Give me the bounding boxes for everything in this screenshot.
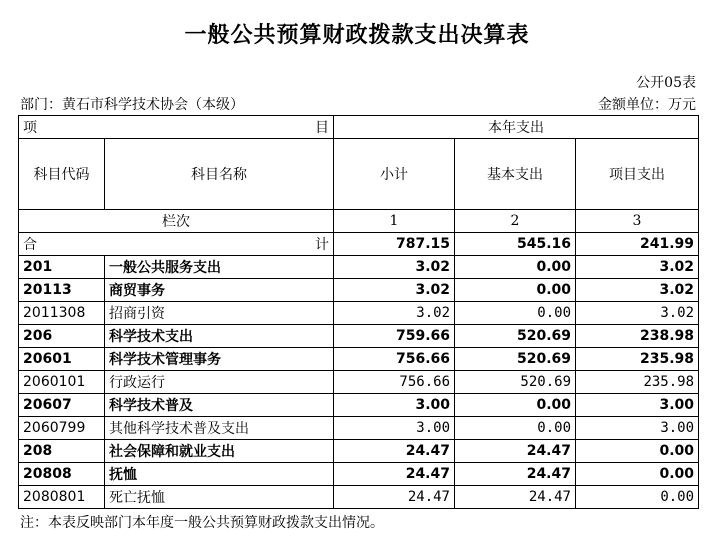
basic-value: 520.69 — [455, 348, 576, 371]
subtotal-value: 24.47 — [334, 440, 455, 463]
total-label-left: 合 — [23, 237, 37, 253]
project-value: 238.98 — [576, 325, 699, 348]
current-year-header: 本年支出 — [334, 116, 699, 139]
account-code: 206 — [19, 325, 105, 348]
account-name: 行政运行 — [105, 371, 334, 394]
project-value: 0.00 — [576, 486, 699, 509]
item-header-cell — [19, 116, 334, 139]
project-value: 0.00 — [576, 463, 699, 486]
basic-column-header: 基本支出 — [455, 139, 576, 210]
total-subtotal: 787.15 — [334, 233, 455, 256]
account-name: 科学技术普及 — [105, 394, 334, 417]
project-value: 3.02 — [576, 302, 699, 325]
total-label-cell — [19, 233, 334, 256]
unit-label: 金额单位：万元 — [598, 97, 696, 113]
account-name: 一般公共服务支出 — [105, 256, 334, 279]
table-row — [19, 440, 699, 463]
table-row — [19, 325, 699, 348]
basic-value: 24.47 — [455, 440, 576, 463]
basic-value: 520.69 — [455, 325, 576, 348]
table-row — [19, 371, 699, 394]
basic-value: 24.47 — [455, 486, 576, 509]
table-row — [19, 463, 699, 486]
project-value: 0.00 — [576, 440, 699, 463]
account-code: 20607 — [19, 394, 105, 417]
account-code: 20113 — [19, 279, 105, 302]
column-number-2: 2 — [455, 210, 576, 233]
subtotal-value: 3.02 — [334, 256, 455, 279]
table-row — [19, 279, 699, 302]
column-number-row — [19, 210, 699, 233]
form-number: 公开05表 — [636, 75, 696, 91]
subtotal-value: 24.47 — [334, 463, 455, 486]
table-row — [19, 256, 699, 279]
item-header-left: 项 — [23, 120, 37, 136]
table-row — [19, 348, 699, 371]
name-column-header: 科目名称 — [105, 139, 334, 210]
basic-value: 0.00 — [455, 394, 576, 417]
account-name: 科学技术管理事务 — [105, 348, 334, 371]
column-number-1: 1 — [334, 210, 455, 233]
basic-value: 0.00 — [455, 256, 576, 279]
account-name: 死亡抚恤 — [105, 486, 334, 509]
total-basic: 545.16 — [455, 233, 576, 256]
account-name: 抚恤 — [105, 463, 334, 486]
item-header-right: 目 — [315, 120, 329, 136]
total-row — [19, 233, 699, 256]
basic-value: 0.00 — [455, 417, 576, 440]
project-value: 235.98 — [576, 371, 699, 394]
column-label: 栏次 — [19, 210, 334, 233]
expenditure-table — [18, 115, 699, 509]
table-row — [19, 486, 699, 509]
account-code: 2080801 — [19, 486, 105, 509]
column-number-3: 3 — [576, 210, 699, 233]
subtotal-value: 3.02 — [334, 279, 455, 302]
account-name: 其他科学技术普及支出 — [105, 417, 334, 440]
project-value: 3.02 — [576, 279, 699, 302]
account-name: 科学技术支出 — [105, 325, 334, 348]
subtotal-value: 3.02 — [334, 302, 455, 325]
code-column-header: 科目代码 — [19, 139, 105, 210]
subtotal-value: 3.00 — [334, 417, 455, 440]
table-row — [19, 394, 699, 417]
basic-value: 0.00 — [455, 302, 576, 325]
account-name: 招商引资 — [105, 302, 334, 325]
account-name: 商贸事务 — [105, 279, 334, 302]
project-value: 3.02 — [576, 256, 699, 279]
account-code: 2060101 — [19, 371, 105, 394]
account-code: 20808 — [19, 463, 105, 486]
project-column-header: 项目支出 — [576, 139, 699, 210]
table-row — [19, 417, 699, 440]
project-value: 3.00 — [576, 394, 699, 417]
project-value: 3.00 — [576, 417, 699, 440]
account-code: 208 — [19, 440, 105, 463]
subtotal-column-header: 小计 — [334, 139, 455, 210]
account-code: 20601 — [19, 348, 105, 371]
header-row-1 — [19, 116, 699, 139]
basic-value: 0.00 — [455, 279, 576, 302]
subtotal-value: 3.00 — [334, 394, 455, 417]
total-label-right: 计 — [315, 237, 329, 253]
account-name: 社会保障和就业支出 — [105, 440, 334, 463]
basic-value: 24.47 — [455, 463, 576, 486]
account-code: 2011308 — [19, 302, 105, 325]
subtotal-value: 756.66 — [334, 371, 455, 394]
total-project: 241.99 — [576, 233, 699, 256]
account-code: 2060799 — [19, 417, 105, 440]
footnote: 注：本表反映部门本年度一般公共预算财政拨款支出情况。 — [20, 515, 384, 531]
subtotal-value: 756.66 — [334, 348, 455, 371]
header-row-2 — [19, 139, 699, 210]
subtotal-value: 759.66 — [334, 325, 455, 348]
page-title: 一般公共预算财政拨款支出决算表 — [184, 23, 530, 48]
project-value: 235.98 — [576, 348, 699, 371]
account-code: 201 — [19, 256, 105, 279]
table-row — [19, 302, 699, 325]
department-label: 部门：黄石市科学技术协会（本级） — [20, 97, 244, 113]
subtotal-value: 24.47 — [334, 486, 455, 509]
basic-value: 520.69 — [455, 371, 576, 394]
